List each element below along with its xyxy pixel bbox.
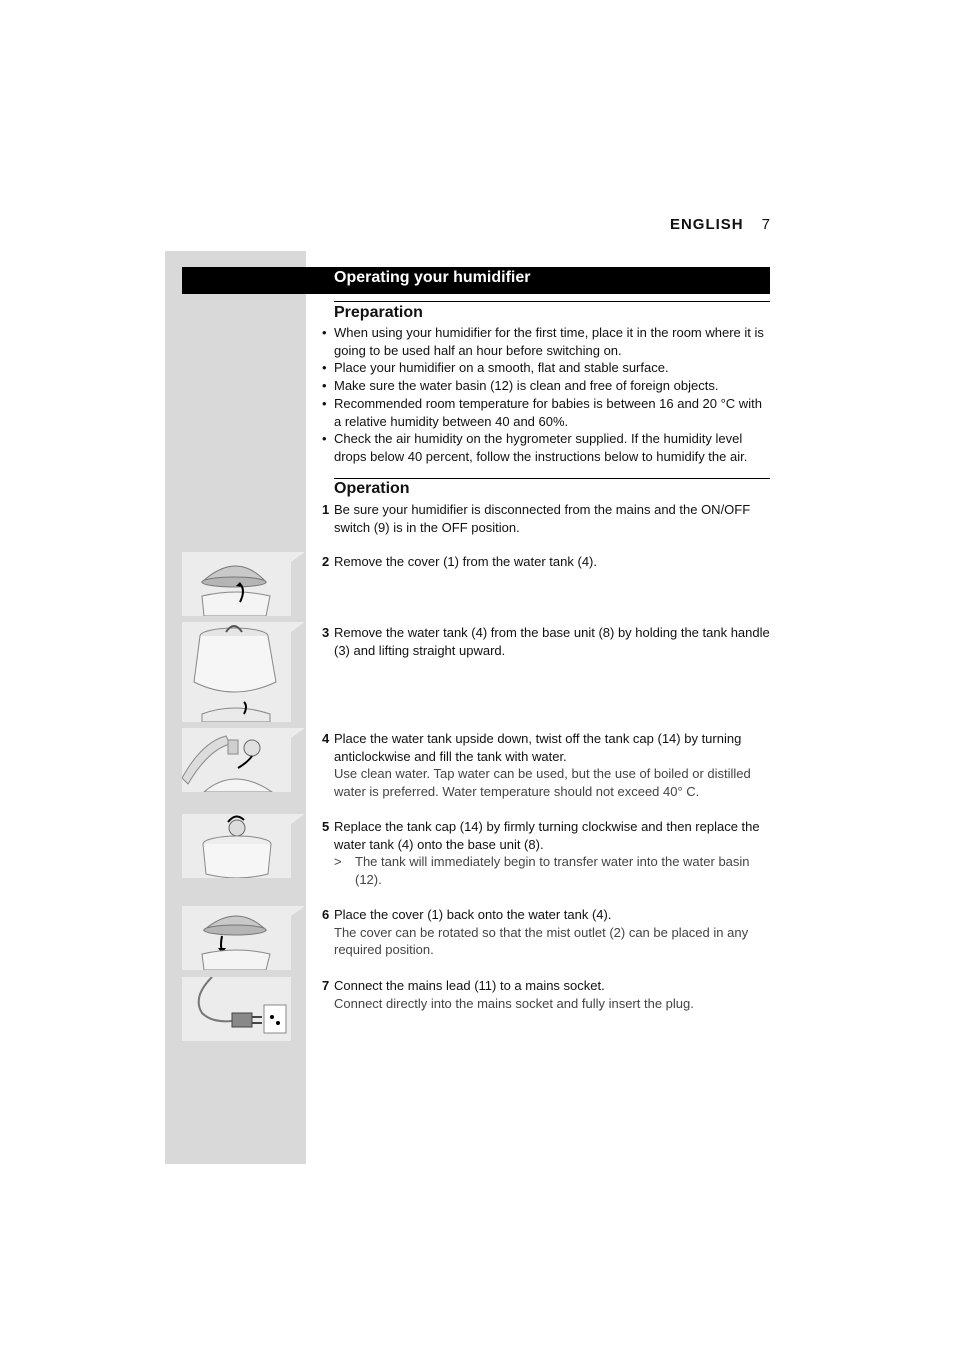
bullet-text: Recommended room temperature for babies is between 16 and 20 °C with a relative humidity between 40 and 60%. [334,396,762,429]
page-header [670,216,770,233]
bullet-text: When using your humidifier for the first time, place it in the room where it is going to be used half an hour before switching on. [334,325,764,358]
bullet-text: Place your humidifier on a smooth, flat and stable surface. [334,360,669,375]
step-4 [322,730,772,800]
step-number: 6 [322,907,330,922]
figure-pointer [291,728,305,738]
step-number: 3 [322,625,330,640]
step-result [334,853,772,888]
bullet-text: Make sure the water basin (12) is clean and free of foreign objects. [334,378,719,393]
list-item [322,324,772,359]
list-item [322,430,772,465]
step-note: Use clean water. Tap water can be used, but the use of boiled or distilled water is preferred. Water temperature should not exceed 40° C. [334,766,751,799]
figure-pointer [291,906,305,916]
step-2 [322,553,772,571]
title-bar [182,267,770,294]
language-label: ENGLISH [669,216,744,233]
bullet-marker: • [322,325,327,340]
step-number: 5 [322,819,330,834]
step-number: 7 [322,978,330,993]
step-1 [322,501,772,536]
preparation-heading: Preparation [334,304,423,321]
step-7 [322,977,772,1012]
illustration-replace-cap [182,814,291,878]
step-6 [322,906,772,959]
operation-heading: Operation [334,480,410,497]
list-item [322,395,772,430]
figure-pointer [291,622,305,632]
step-number: 4 [322,731,330,746]
step-note: Connect directly into the mains socket and fully insert the plug. [334,995,694,1011]
bullet-marker: • [322,360,327,375]
step-text: Be sure your humidifier is disconnected from the mains and the ON/OFF switch (9) is in the OFF position. [334,502,751,535]
illustration-remove-tank [182,622,291,722]
list-item [322,377,772,395]
step-5 [322,818,772,888]
step-text: Replace the tank cap (14) by firmly turning clockwise and then replace the water tank (4) onto the base unit (8). [334,819,760,852]
step-number: 2 [322,554,330,569]
step-number: 1 [322,502,330,517]
bullet-text: Check the air humidity on the hygrometer supplied. If the humidity level drops below 40 percent, follow the instructions below to humidify the air. [334,431,748,464]
illustration-mains-socket [182,977,291,1041]
figure-pointer [291,814,305,824]
result-text: The tank will immediately begin to transfer water into the water basin (12). [355,854,750,887]
figure-pointer [291,552,305,562]
bullet-marker: • [322,396,327,411]
illustration-place-cover [182,906,291,970]
section-divider [334,478,770,479]
step-note: The cover can be rotated so that the mist outlet (2) can be placed in any required position. [334,924,749,957]
result-marker: > [334,854,342,869]
section-divider [334,301,770,302]
step-text: Place the cover (1) back onto the water tank (4). [334,907,612,922]
bullet-marker: • [322,378,327,393]
step-text: Remove the cover (1) from the water tank (4). [334,554,597,569]
step-text: Remove the water tank (4) from the base unit (8) by holding the tank handle (3) and lifting straight upward. [334,625,770,658]
page-title: Operating your humidifier [334,269,531,286]
bullet-marker: • [322,431,327,446]
illustration-remove-cover [182,552,291,616]
list-item [322,359,772,377]
step-text: Connect the mains lead (11) to a mains socket. [334,978,605,993]
step-text: Place the water tank upside down, twist off the tank cap (14) by turning anticlockwise and fill the tank with water. [334,731,742,764]
page-number: 7 [761,216,770,233]
step-3 [322,624,772,659]
illustration-fill-tank [182,728,291,792]
